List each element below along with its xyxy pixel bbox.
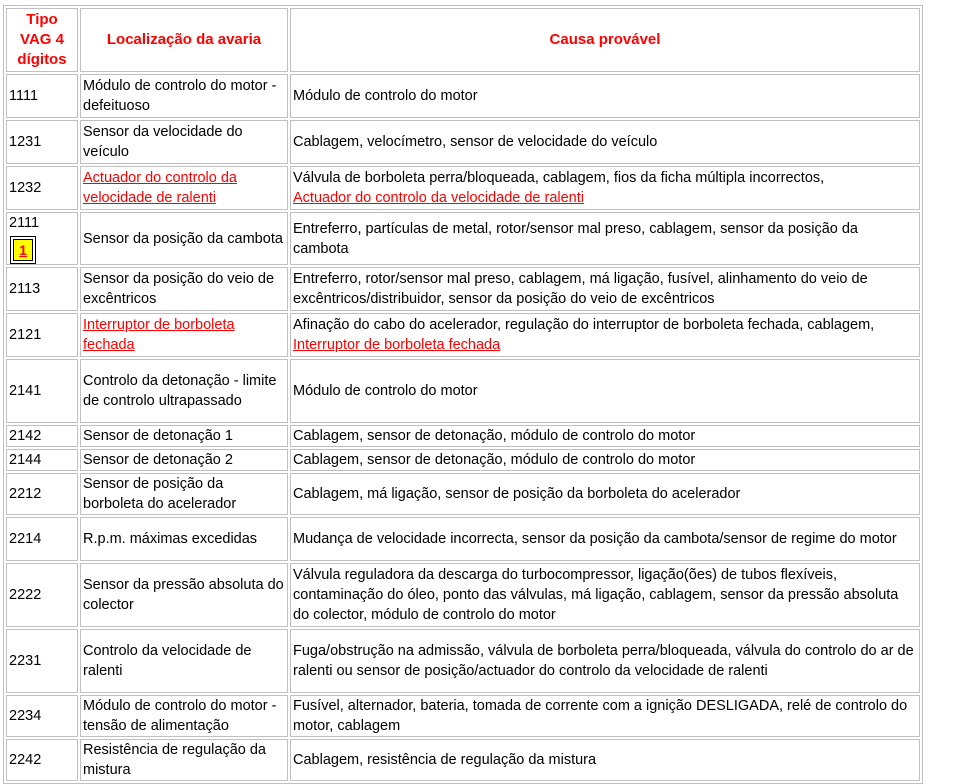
table-row [6,517,920,561]
cause-cell: Mudança de velocidade incorrecta, sensor da posição da cambota/sensor de regime do motor [290,517,920,561]
cause-cell: Cablagem, má ligação, sensor de posição da borboleta do acelerador [290,473,920,515]
cause-cell: Válvula reguladora da descarga do turbocompressor, ligação(ões) de tubos flexíveis, contaminação do óleo, ponto das válvulas, má ligação, cablagem, sensor da pressão absoluta do colector, módulo de controlo do motor [290,563,920,627]
cause-cell: Fuga/obstrução na admissão, válvula de borboleta perra/bloqueada, válvula do controlo do ar de ralenti ou sensor de posição/actuador do controlo da velocidade de ralenti [290,629,920,693]
code-cell: 2113 [6,267,78,311]
location-cell: Controlo da velocidade de ralenti [80,629,288,693]
table-row [6,563,920,627]
code-cell: 2242 [6,739,78,781]
code-cell: 2144 [6,449,78,471]
cause-cell: Cablagem, sensor de detonação, módulo de controlo do motor [290,425,920,447]
table-row [6,359,920,423]
location-cell: Sensor da posição da cambota [80,212,288,265]
table-row [6,449,920,471]
table-row [6,629,920,693]
location-link-closed-throttle-switch[interactable]: Interruptor de borboleta fechada [83,317,235,353]
cause-cell: Cablagem, velocímetro, sensor de velocidade do veículo [290,120,920,164]
header-probable-cause: Causa provável [290,8,920,72]
location-cell: R.p.m. máximas excedidas [80,517,288,561]
location-cell: Módulo de controlo do motor - tensão de alimentação [80,695,288,737]
header-fault-location: Localização da avaria [80,8,288,72]
location-cell: Módulo de controlo do motor - defeituoso [80,74,288,118]
code-cell: 2141 [6,359,78,423]
table-row [6,166,920,210]
table-row [6,313,920,357]
cause-link-idle-speed-actuator[interactable]: Actuador do controlo da velocidade de ralenti [293,190,584,206]
header-code-type: Tipo VAG 4 dígitos [6,8,78,72]
code-cell: 2234 [6,695,78,737]
code-cell: 2121 [6,313,78,357]
cause-cell: Módulo de controlo do motor [290,74,920,118]
cause-link-closed-throttle-switch[interactable]: Interruptor de borboleta fechada [293,337,501,353]
location-cell [80,313,288,357]
cause-cell: Fusível, alternador, bateria, tomada de corrente com a ignição DESLIGADA, relé de controlo do motor, cablagem [290,695,920,737]
code-cell: 1231 [6,120,78,164]
table-row [6,120,920,164]
cause-cell: Entreferro, rotor/sensor mal preso, cablagem, má ligação, fusível, alinhamento do veio de excêntricos/distribuidor, sensor da posição do veio de excêntricos [290,267,920,311]
code-cell: 2111 1 [6,212,78,265]
location-cell: Sensor da velocidade do veículo [80,120,288,164]
cause-cell: Módulo de controlo do motor [290,359,920,423]
location-cell: Resistência de regulação da mistura [80,739,288,781]
code-cell: 2222 [6,563,78,627]
code-cell: 2214 [6,517,78,561]
location-cell: Sensor de detonação 2 [80,449,288,471]
location-cell [80,166,288,210]
table-header-row [6,8,920,72]
cause-cell: Cablagem, resistência de regulação da mistura [290,739,920,781]
footnote-link[interactable]: 1 [13,239,33,261]
table-row [6,739,920,781]
code-cell: 2142 [6,425,78,447]
table-row [6,212,920,265]
location-cell: Sensor da posição do veio de excêntricos [80,267,288,311]
location-cell: Sensor de detonação 1 [80,425,288,447]
table-row [6,425,920,447]
table-row [6,695,920,737]
cause-cell: Cablagem, sensor de detonação, módulo de controlo do motor [290,449,920,471]
location-cell: Sensor de posição da borboleta do acelerador [80,473,288,515]
cause-cell: Válvula de borboleta perra/bloqueada, cablagem, fios da ficha múltipla incorrectos, Actuador do controlo da velocidade de ralenti [290,166,920,210]
location-link-idle-speed-actuator[interactable]: Actuador do controlo da velocidade de ralenti [83,170,237,206]
cause-cell: Afinação do cabo do acelerador, regulação do interruptor de borboleta fechada, cablagem, Interruptor de borboleta fechada [290,313,920,357]
cause-cell: Entreferro, partículas de metal, rotor/sensor mal preso, cablagem, sensor da posição da cambota [290,212,920,265]
code-cell: 1232 [6,166,78,210]
code-cell: 2231 [6,629,78,693]
table-row [6,473,920,515]
code-cell: 2212 [6,473,78,515]
table-row [6,74,920,118]
location-cell: Sensor da pressão absoluta do colector [80,563,288,627]
code-cell: 1111 [6,74,78,118]
page-content [3,5,923,784]
fault-code-table [3,5,923,784]
location-cell: Controlo da detonação - limite de controlo ultrapassado [80,359,288,423]
footnote-badge [10,236,36,264]
table-row [6,267,920,311]
